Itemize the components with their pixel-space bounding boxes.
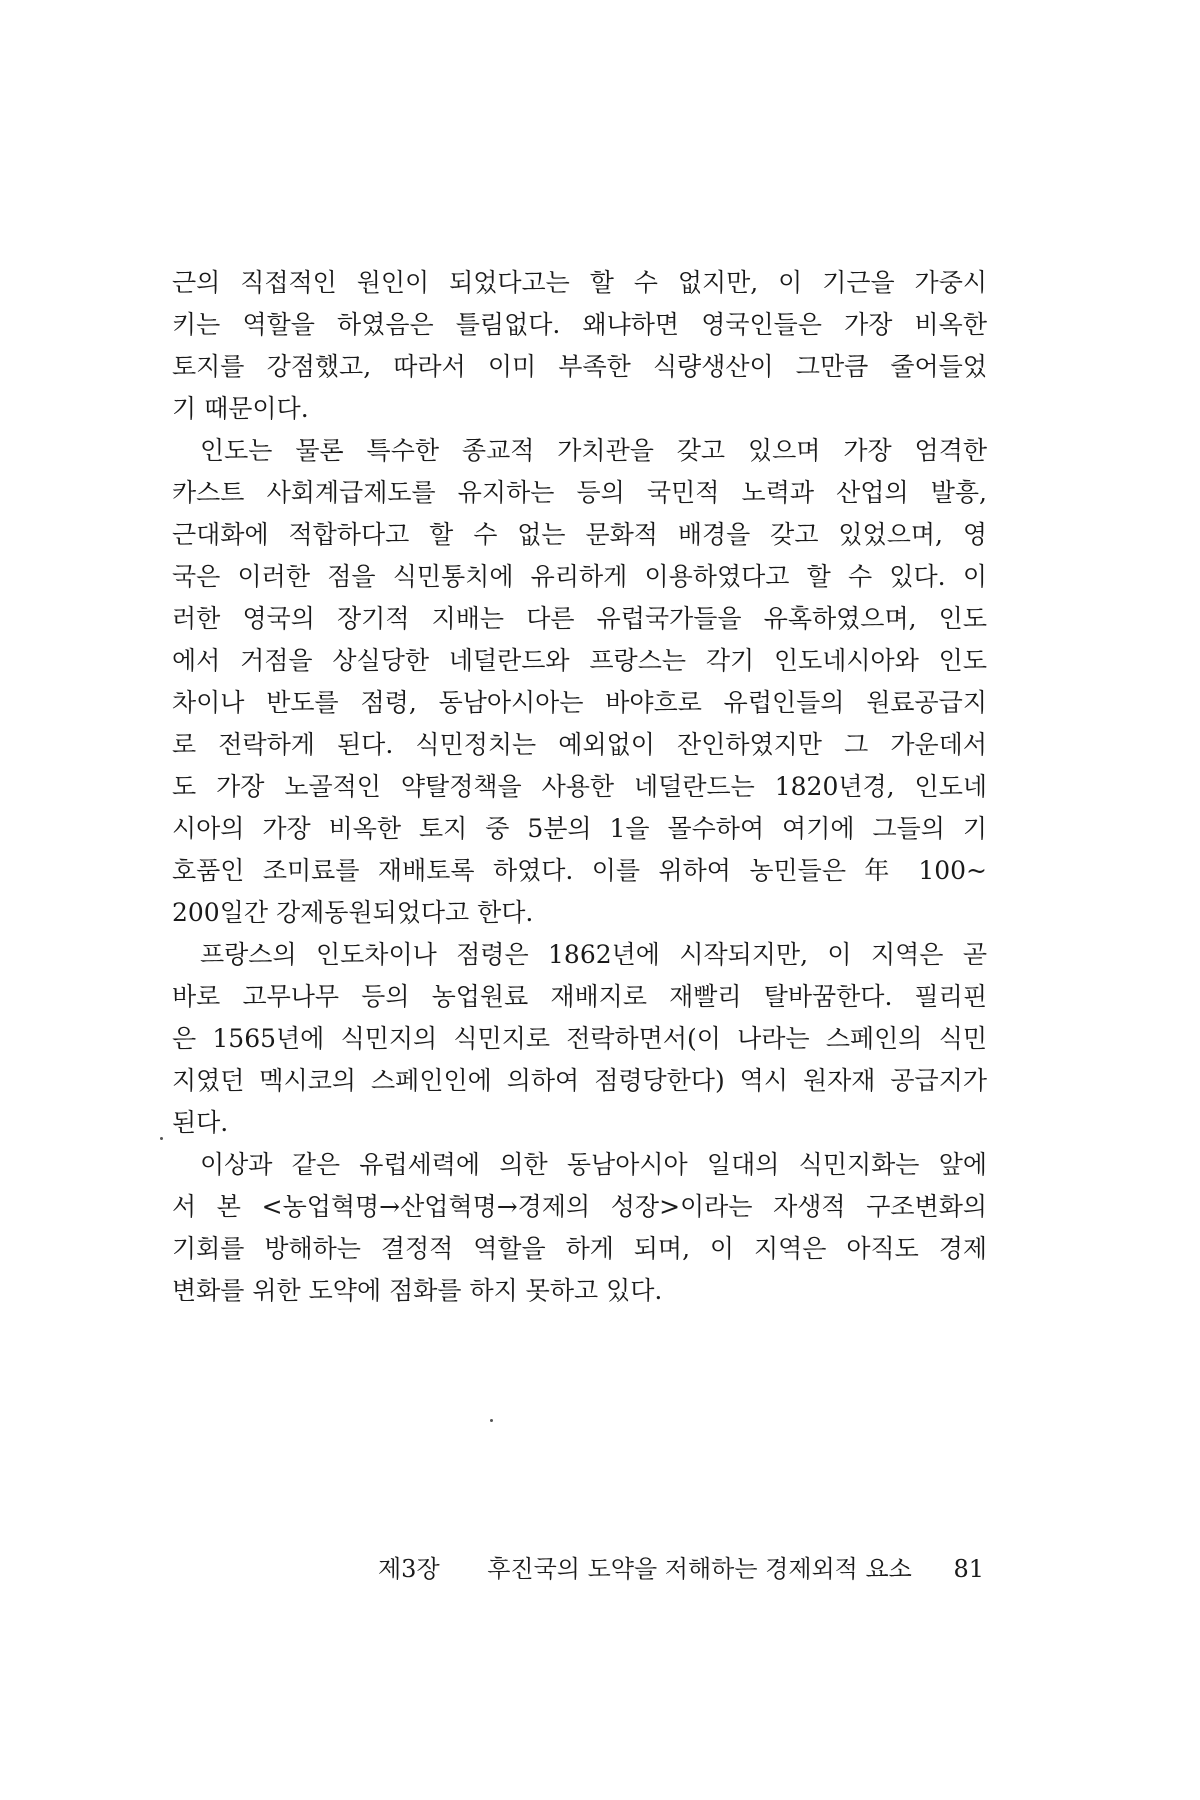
text-line: 로 전락하게 된다. 식민정치는 예외없이 잔인하였지만 그 가운데서 bbox=[172, 730, 987, 759]
paragraph-2 bbox=[172, 430, 987, 934]
text-line: 서 본 <농업혁명→산업혁명→경제의 성장>이라는 자생적 구조변화의 bbox=[172, 1192, 987, 1221]
scan-speck bbox=[160, 1137, 163, 1140]
text-line: 기회를 방해하는 결정적 역할을 하게 되며, 이 지역은 아직도 경제 bbox=[172, 1234, 987, 1263]
text-line: 근의 직접적인 원인이 되었다고는 할 수 없지만, 이 기근을 가중시 bbox=[172, 268, 987, 297]
text-line: 키는 역할을 하였음은 틀림없다. 왜냐하면 영국인들은 가장 비옥한 bbox=[172, 310, 987, 339]
paragraph-3 bbox=[172, 934, 987, 1144]
text-line: 국은 이러한 점을 식민통치에 유리하게 이용하였다고 할 수 있다. 이 bbox=[172, 562, 987, 591]
text-line: 카스트 사회계급제도를 유지하는 등의 국민적 노력과 산업의 발흥, bbox=[172, 478, 987, 507]
text-line: 200일간 강제동원되었다고 한다. bbox=[172, 898, 534, 927]
paragraph-1 bbox=[172, 262, 987, 430]
text-line: 지였던 멕시코의 스페인인에 의하여 점령당한다) 역시 원자재 공급지가 bbox=[172, 1066, 987, 1095]
text-line: 은 1565년에 식민지의 식민지로 전락하면서(이 나라는 스페인의 식민 bbox=[172, 1024, 987, 1053]
chapter-title: 후진국의 도약을 저해하는 경제외적 요소 bbox=[487, 1555, 912, 1583]
text-line: 러한 영국의 장기적 지배는 다른 유럽국가들을 유혹하였으며, 인도 bbox=[172, 604, 987, 633]
chapter-label: 제3장 bbox=[378, 1555, 440, 1583]
body-text bbox=[172, 262, 987, 1312]
text-line: 이상과 같은 유럽세력에 의한 동남아시아 일대의 식민지화는 앞에 bbox=[200, 1150, 987, 1179]
running-footer bbox=[378, 1553, 984, 1585]
text-line: 에서 거점을 상실당한 네덜란드와 프랑스는 각기 인도네시아와 인도 bbox=[172, 646, 987, 675]
scan-speck bbox=[490, 1419, 493, 1422]
text-line: 된다. bbox=[172, 1108, 229, 1137]
text-line: 도 가장 노골적인 약탈정책을 사용한 네덜란드는 1820년경, 인도네 bbox=[172, 772, 987, 801]
text-line: 프랑스의 인도차이나 점령은 1862년에 시작되지만, 이 지역은 곧 bbox=[200, 940, 987, 969]
text-line: 근대화에 적합하다고 할 수 없는 문화적 배경을 갖고 있었으며, 영 bbox=[172, 520, 987, 549]
text-line: 시아의 가장 비옥한 토지 중 5분의 1을 몰수하여 여기에 그들의 기 bbox=[172, 814, 987, 843]
text-line: 바로 고무나무 등의 농업원료 재배지로 재빨리 탈바꿈한다. 필리핀 bbox=[172, 982, 987, 1011]
text-line: 차이나 반도를 점령, 동남아시아는 바야흐로 유럽인들의 원료공급지 bbox=[172, 688, 987, 717]
text-line: 토지를 강점했고, 따라서 이미 부족한 식량생산이 그만큼 줄어들었 bbox=[172, 352, 987, 381]
text-line: 기 때문이다. bbox=[172, 394, 309, 423]
text-line: 인도는 물론 특수한 종교적 가치관을 갖고 있으며 가장 엄격한 bbox=[200, 436, 987, 465]
text-line: 변화를 위한 도약에 점화를 하지 못하고 있다. bbox=[172, 1276, 663, 1305]
page-number: 81 bbox=[953, 1555, 984, 1583]
paragraph-4 bbox=[172, 1144, 987, 1312]
text-line: 호품인 조미료를 재배토록 하였다. 이를 위하여 농민들은 年 100~ bbox=[172, 856, 987, 885]
